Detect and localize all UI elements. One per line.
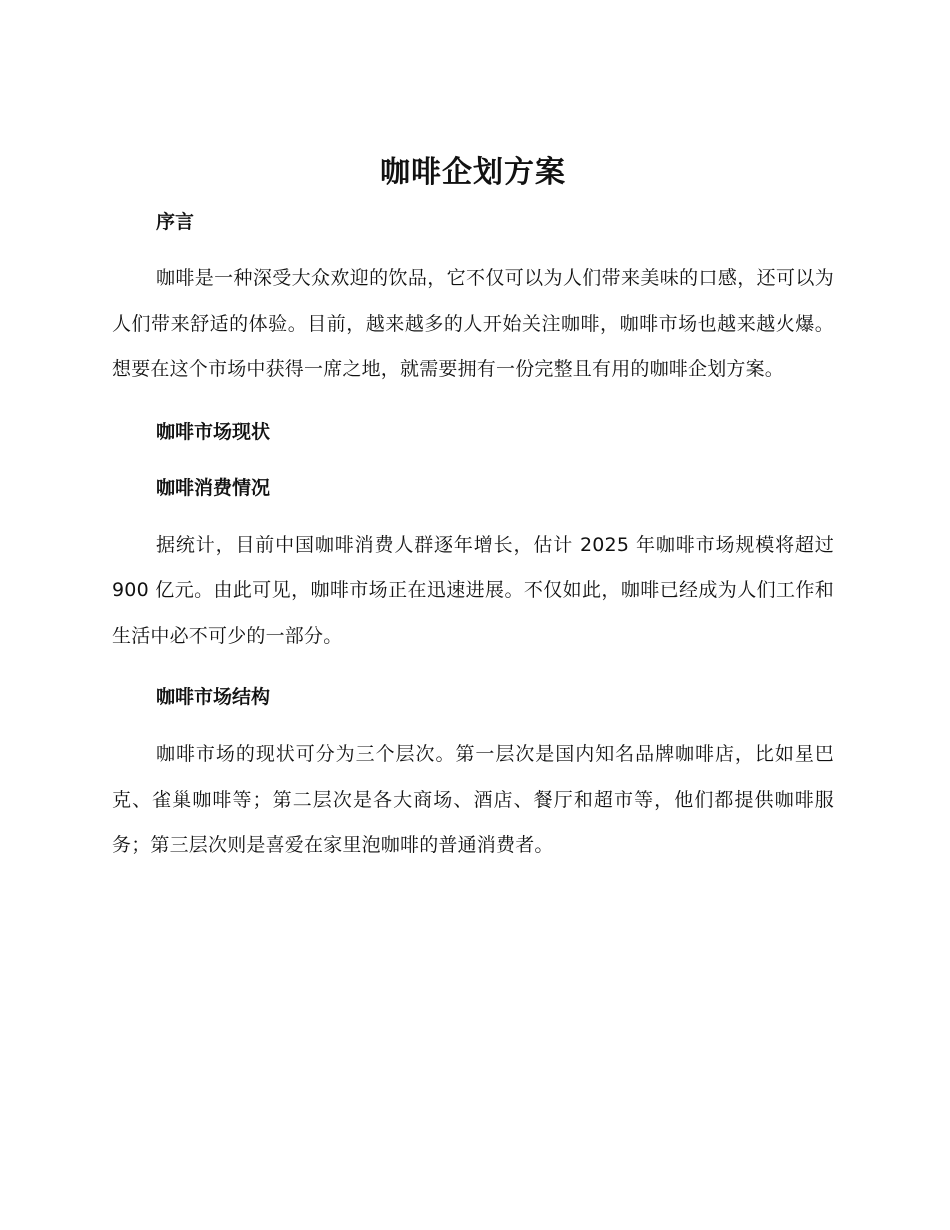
document-content bbox=[112, 148, 834, 869]
section-heading-market-status: 咖啡市场现状 bbox=[156, 420, 271, 443]
paragraph-preface: 咖啡是一种深受大众欢迎的饮品，它不仅可以为人们带来美味的口感，还可以为人们带来舒适的体验。目前，越来越多的人开始关注咖啡，咖啡市场也越来越火爆。想要在这个市场中获得一席之地，就需要拥有一份完整且有用的咖啡企划方案。 bbox=[112, 267, 834, 380]
section-heading-market-structure: 咖啡市场结构 bbox=[156, 686, 271, 708]
paragraph-market-structure: 咖啡市场的现状可分为三个层次。第一层次是国内知名品牌咖啡店，比如星巴克、雀巢咖啡等；第二层次是各大商场、酒店、餐厅和超市等，他们都提供咖啡服务；第三层次则是喜爱在家里泡咖啡的普通消费者。 bbox=[112, 743, 834, 856]
section-heading-consumption: 咖啡消费情况 bbox=[156, 476, 271, 499]
section-heading-preface: 序言 bbox=[156, 211, 195, 233]
paragraph-consumption: 据统计，目前中国咖啡消费人群逐年增长，估计 2025 年咖啡市场规模将超过 900 亿元。由此可见，咖啡市场正在迅速进展。不仅如此，咖啡已经成为人们工作和生活中必不可少的一部分。 bbox=[112, 533, 834, 647]
document-title: 咖啡企划方案 bbox=[380, 155, 566, 190]
